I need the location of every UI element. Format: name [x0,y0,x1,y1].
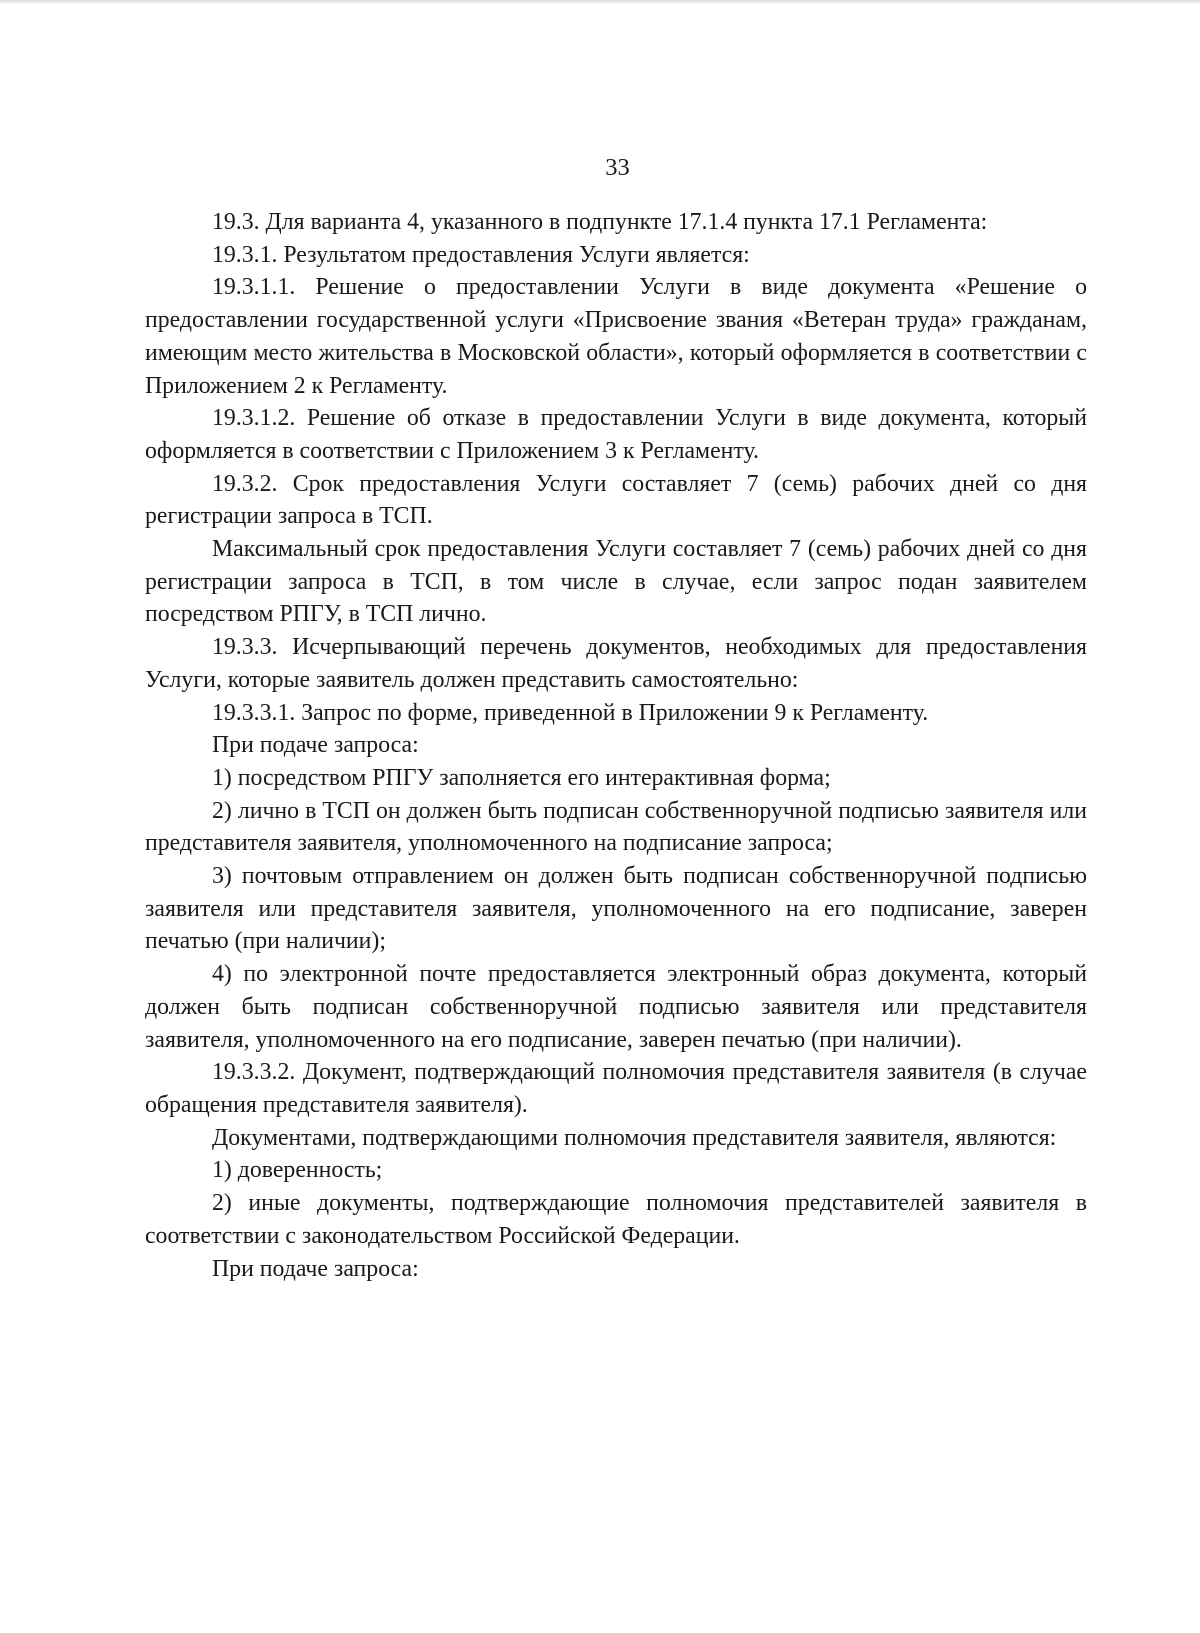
list-item-2: 2) лично в ТСП он должен быть подписан собственноручной подписью заявителя или представителя заявителя, уполномоченного на подписание запроса; [145,797,1087,857]
paragraph-max-term: Максимальный срок предоставления Услуги составляет 7 (семь) рабочих дней со дня регистрации запроса в ТСП, в том числе в случае, если запрос подан заявителем посредством РПГУ, в ТСП лично. [145,536,1087,628]
page-number: 33 [605,154,630,181]
paragraph-19-3-1-2: 19.3.1.2. Решение об отказе в предоставлении Услуги в виде документа, который оформляется в соответствии с Приложением 3 к Регламенту. [145,405,1087,464]
paragraph-authority-docs: Документами, подтверждающими полномочия представителя заявителя, являются: [212,1124,1057,1151]
list-item-3: 3) почтовым отправлением он должен быть подписан собственноручной подписью заявителя или представителя заявителя, уполномоченного на его подписание, заверен печатью (при наличии); [145,863,1087,955]
authority-list-item-2: 2) иные документы, подтверждающие полномочия представителей заявителя в соответствии с законодательством Российской Федерации. [145,1190,1087,1249]
document-body [145,206,1087,1285]
list-item-1: 1) посредством РПГУ заполняется его интерактивная форма; [212,764,831,791]
paragraph-19-3: 19.3. Для варианта 4, указанного в подпункте 17.1.4 пункта 17.1 Регламента: [212,209,988,235]
authority-list-item-1: 1) доверенность; [212,1157,383,1184]
paragraph-19-3-3: 19.3.3. Исчерпывающий перечень документов, необходимых для предоставления Услуги, которые заявитель должен представить самостоятельно: [145,634,1087,693]
list-item-4: 4) по электронной почте предоставляется электронный образ документа, который должен быть подписан собственноручной подписью заявителя или представителя заявителя, уполномоченного на его подписание, заверен печатью (при наличии). [145,961,1087,1053]
paragraph-19-3-2: 19.3.2. Срок предоставления Услуги составляет 7 (семь) рабочих дней со дня регистрации запроса в ТСП. [145,470,1087,530]
paragraph-19-3-3-1: 19.3.3.1. Запрос по форме, приведенной в Приложении 9 к Регламенту. [212,699,929,726]
paragraph-19-3-3-2: 19.3.3.2. Документ, подтверждающий полномочия представителя заявителя (в случае обращения представителя заявителя). [145,1059,1087,1118]
paragraph-19-3-1: 19.3.1. Результатом предоставления Услуги является: [212,241,750,268]
scan-edge [0,0,1200,4]
paragraph-submission-intro-2: При подаче запроса: [212,1255,419,1282]
paragraph-submission-intro: При подаче запроса: [212,732,419,759]
paragraph-19-3-1-1: 19.3.1.1. Решение о предоставлении Услуги в виде документа «Решение о предоставлении государственной услуги «Присвоение звания «Ветеран труда» гражданам, имеющим место жительства в Московской области», который оформляется в соответствии с Приложением 2 к Регламенту. [145,274,1087,399]
